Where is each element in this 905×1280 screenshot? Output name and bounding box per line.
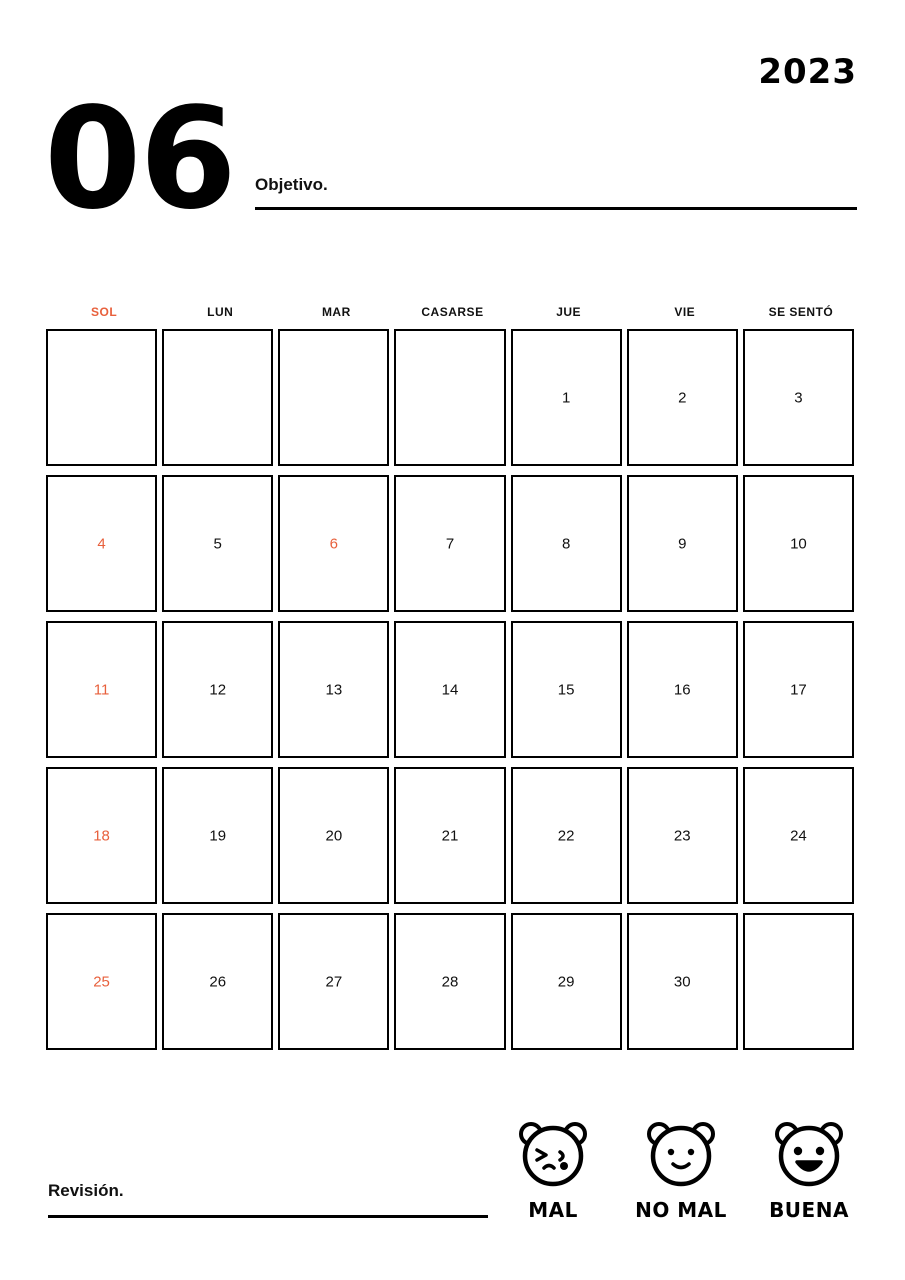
objective-write-line[interactable] (255, 207, 857, 210)
bear-face-happy-icon (759, 1116, 859, 1192)
day-cell[interactable] (743, 329, 854, 466)
day-number: 17 (790, 681, 807, 698)
objective-label: Objetivo. (255, 175, 328, 194)
day-number: 4 (97, 535, 106, 552)
day-cell[interactable] (394, 913, 505, 1050)
day-cell[interactable] (627, 621, 738, 758)
calendar-grid (46, 305, 859, 1059)
bear-face-neutral-icon (631, 1116, 731, 1192)
day-number: 15 (557, 681, 575, 698)
day-number: 14 (441, 681, 459, 698)
day-number: 20 (325, 827, 343, 844)
month-number: 06 (44, 78, 235, 241)
day-cell[interactable] (394, 329, 505, 466)
day-number: 27 (325, 973, 343, 990)
day-cell[interactable] (278, 621, 389, 758)
day-number: 2 (678, 389, 687, 406)
day-number: 8 (561, 535, 571, 552)
day-cell[interactable] (162, 475, 273, 612)
day-cell[interactable] (511, 329, 622, 466)
day-cell[interactable] (627, 913, 738, 1050)
mood-rating-row (503, 1116, 859, 1222)
day-cell[interactable] (162, 767, 273, 904)
mood-label: BUENA (769, 1198, 849, 1222)
bear-face-sad-icon (503, 1116, 603, 1192)
day-of-week-wed: CASARSE (421, 305, 484, 319)
day-cell[interactable] (511, 475, 622, 612)
day-number: 3 (794, 389, 803, 406)
day-cell[interactable] (627, 475, 738, 612)
day-number: 9 (678, 535, 687, 552)
day-of-week-fri: VIE (674, 305, 696, 319)
day-cell[interactable] (743, 621, 854, 758)
day-number: 26 (209, 973, 227, 990)
day-cell[interactable] (394, 475, 505, 612)
day-cell[interactable] (743, 913, 854, 1050)
day-number: 19 (209, 827, 227, 844)
day-cell[interactable] (46, 329, 157, 466)
year-label: 2023 (758, 52, 857, 92)
day-cell[interactable] (46, 621, 157, 758)
day-cell[interactable] (511, 621, 622, 758)
day-number: 24 (790, 827, 807, 844)
day-number: 10 (790, 535, 807, 552)
day-number: 11 (93, 681, 110, 698)
day-cell[interactable] (511, 913, 622, 1050)
day-cell[interactable] (278, 475, 389, 612)
day-number: 6 (329, 535, 339, 552)
day-number: 22 (557, 827, 575, 844)
day-cell[interactable] (627, 767, 738, 904)
day-cell[interactable] (278, 329, 389, 466)
day-cell[interactable] (511, 767, 622, 904)
day-number: 28 (441, 973, 459, 990)
day-of-week-row (46, 305, 859, 319)
review-section (48, 1181, 488, 1218)
day-number: 18 (93, 827, 110, 844)
day-cell[interactable] (394, 621, 505, 758)
day-of-week-mon: LUN (207, 305, 234, 319)
review-write-line[interactable] (48, 1215, 488, 1218)
day-cell[interactable] (278, 767, 389, 904)
day-number: 12 (209, 681, 227, 698)
day-number: 21 (441, 827, 459, 844)
day-cell[interactable] (162, 913, 273, 1050)
day-cells (46, 329, 859, 1059)
day-number: 23 (673, 827, 691, 844)
day-cell[interactable] (46, 913, 157, 1050)
day-cell[interactable] (162, 621, 273, 758)
mood-option-no-mal[interactable] (631, 1116, 731, 1222)
day-number: 25 (93, 973, 110, 990)
day-cell[interactable] (394, 767, 505, 904)
day-cell[interactable] (46, 767, 157, 904)
day-number: 16 (673, 681, 691, 698)
objective-section (255, 175, 857, 210)
day-cell[interactable] (46, 475, 157, 612)
day-number: 29 (557, 973, 575, 990)
mood-label: NO MAL (635, 1198, 727, 1222)
mood-option-mal[interactable] (503, 1116, 603, 1222)
day-number: 13 (325, 681, 343, 698)
day-cell[interactable] (627, 329, 738, 466)
day-cell[interactable] (743, 767, 854, 904)
day-number: 30 (673, 973, 691, 990)
day-number: 7 (445, 535, 455, 552)
day-number: 5 (213, 535, 222, 552)
day-cell[interactable] (162, 329, 273, 466)
day-number: 1 (561, 389, 571, 406)
review-label: Revisión. (48, 1181, 124, 1200)
day-of-week-sun: SOL (90, 305, 118, 319)
day-of-week-thu: JUE (556, 305, 582, 319)
day-cell[interactable] (743, 475, 854, 612)
mood-option-buena[interactable] (759, 1116, 859, 1222)
day-of-week-sat: SE SENTÓ (768, 305, 834, 319)
mood-label: MAL (528, 1198, 578, 1222)
day-of-week-tue: MAR (321, 305, 351, 319)
day-cell[interactable] (278, 913, 389, 1050)
